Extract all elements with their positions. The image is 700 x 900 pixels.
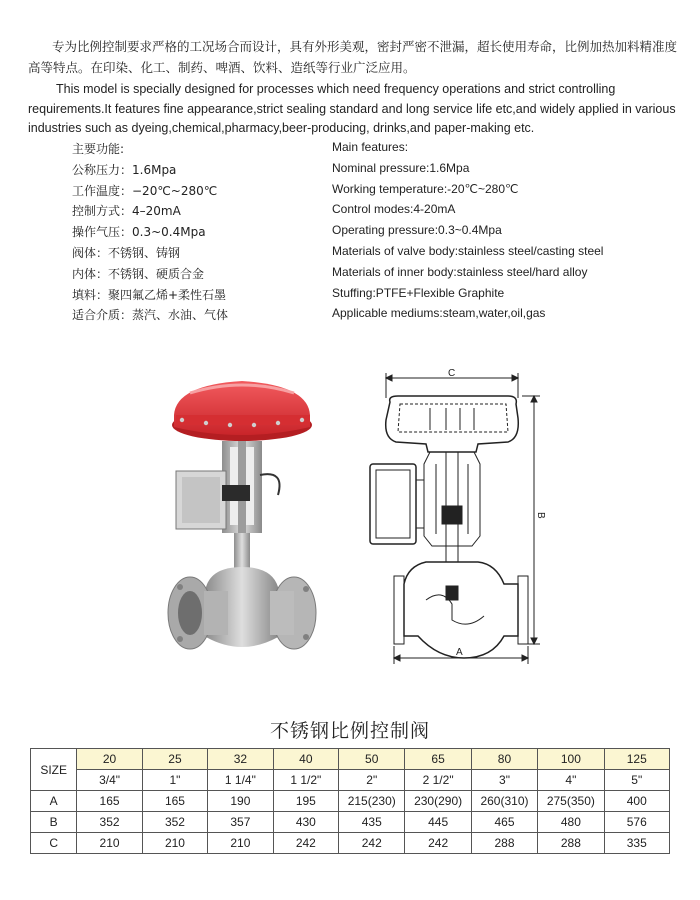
size-inch-cell: 2 1/2" (405, 770, 471, 791)
feature-en: Nominal pressure:1.6Mpa (332, 160, 470, 175)
table-cell: 435 (339, 812, 405, 833)
table-row (31, 812, 670, 833)
features-title-en: Main features: (332, 140, 409, 154)
table-cell: 288 (538, 833, 604, 854)
row-label-cell: A (31, 791, 77, 812)
table-cell: 210 (208, 833, 273, 854)
feature-en: Applicable mediums:steam,water,oil,gas (332, 306, 546, 321)
table-cell: 260(310) (471, 791, 537, 812)
feature-cn: 操作气压：0.3~0.4Mpa (72, 225, 206, 240)
table-cell: 352 (142, 812, 207, 833)
feature-cn: 阀体：不锈钢、铸钢 (72, 246, 181, 260)
feature-cn: 公称压力：1.6Mpa (72, 162, 177, 177)
table-cell: 275(350) (538, 791, 604, 812)
table-cell: 210 (77, 833, 142, 854)
table-cell: 230(290) (405, 791, 471, 812)
table-cell: 210 (142, 833, 207, 854)
table-cell: 352 (77, 812, 142, 833)
features-title-cn: 主要功能: (72, 142, 125, 156)
size-mm-cell: 32 (208, 749, 273, 770)
intro-chinese: 专为比例控制要求严格的工况场合而设计，具有外形美观，密封严密不泄漏，超长使用寿命，比例加热加料精准度高等特点。在印染、化工、制药、啤酒、饮料、造纸等行业广泛应用。 (28, 39, 678, 75)
size-header-cell: SIZE (31, 749, 77, 791)
table-cell: 242 (339, 833, 405, 854)
feature-cn: 控制方式：4–20mA (72, 204, 181, 219)
valve-dimension-drawing (368, 368, 550, 666)
feature-cn: 内体：不锈钢、硬质合金 (72, 266, 205, 281)
size-inch-cell: 3" (471, 770, 537, 791)
valve-product-photo (160, 375, 340, 670)
size-mm-cell: 25 (142, 749, 207, 770)
row-label-cell: B (31, 812, 77, 833)
size-mm-cell: 100 (538, 749, 604, 770)
table-cell: 242 (273, 833, 338, 854)
size-mm-cell: 80 (471, 749, 537, 770)
table-cell: 335 (604, 833, 669, 854)
size-inch-cell: 2" (339, 770, 405, 791)
table-row (31, 833, 670, 854)
table-title: 不锈钢比例控制阀 (269, 720, 430, 742)
size-inch-cell: 1 1/4" (208, 770, 273, 791)
feature-cn: 填料：聚四氟乙烯+柔性石墨 (72, 287, 227, 302)
table-row (31, 770, 670, 791)
table-cell: 165 (77, 791, 142, 812)
size-inch-cell: 5" (604, 770, 669, 791)
table-cell: 165 (142, 791, 207, 812)
table-row (31, 791, 670, 812)
size-mm-cell: 40 (273, 749, 338, 770)
feature-en: Materials of valve body:stainless steel/casting steel (332, 244, 604, 258)
dimension-table (30, 748, 670, 854)
table-cell: 288 (471, 833, 537, 854)
dimension-b-label: B (535, 512, 546, 519)
size-inch-cell: 1" (142, 770, 207, 791)
table-cell: 576 (604, 812, 669, 833)
table-cell: 480 (538, 812, 604, 833)
feature-en: Stuffing:PTFE+Flexible Graphite (332, 285, 505, 300)
table-cell: 195 (273, 791, 338, 812)
table-row (31, 749, 670, 770)
table-cell: 430 (273, 812, 338, 833)
size-mm-cell: 20 (77, 749, 142, 770)
feature-cn: 工作温度：−20℃~280℃ (72, 183, 218, 198)
feature-cn: 适合介质：蒸汽、水油、气体 (72, 308, 229, 323)
table-cell: 445 (405, 812, 471, 833)
table-cell: 190 (208, 791, 273, 812)
size-inch-cell: 3/4" (77, 770, 142, 791)
size-mm-cell: 50 (339, 749, 405, 770)
feature-en: Materials of inner body:stainless steel/hard alloy (332, 264, 588, 279)
table-cell: 400 (604, 791, 669, 812)
intro-english: This model is specially designed for processes which need frequency operations and strict controlling requirements.It features fine appearance,strict sealing standard and long service life etc,and widely applied in various industries such as dyeing,chemical,pharmacy,beer-producing, drinks,and paper-making etc. (28, 82, 676, 135)
dimension-a-label: A (456, 647, 463, 658)
row-label-cell: C (31, 833, 77, 854)
size-mm-cell: 65 (405, 749, 471, 770)
size-inch-cell: 4" (538, 770, 604, 791)
dimension-c-label: C (448, 368, 456, 379)
table-cell: 242 (405, 833, 471, 854)
size-inch-cell: 1 1/2" (273, 770, 338, 791)
table-cell: 357 (208, 812, 273, 833)
table-cell: 465 (471, 812, 537, 833)
feature-en: Control modes:4-20mA (332, 202, 456, 217)
feature-en: Operating pressure:0.3~0.4Mpa (332, 223, 502, 238)
size-mm-cell: 125 (604, 749, 669, 770)
table-cell: 215(230) (339, 791, 405, 812)
feature-en: Working temperature:-20℃~280℃ (332, 181, 519, 196)
